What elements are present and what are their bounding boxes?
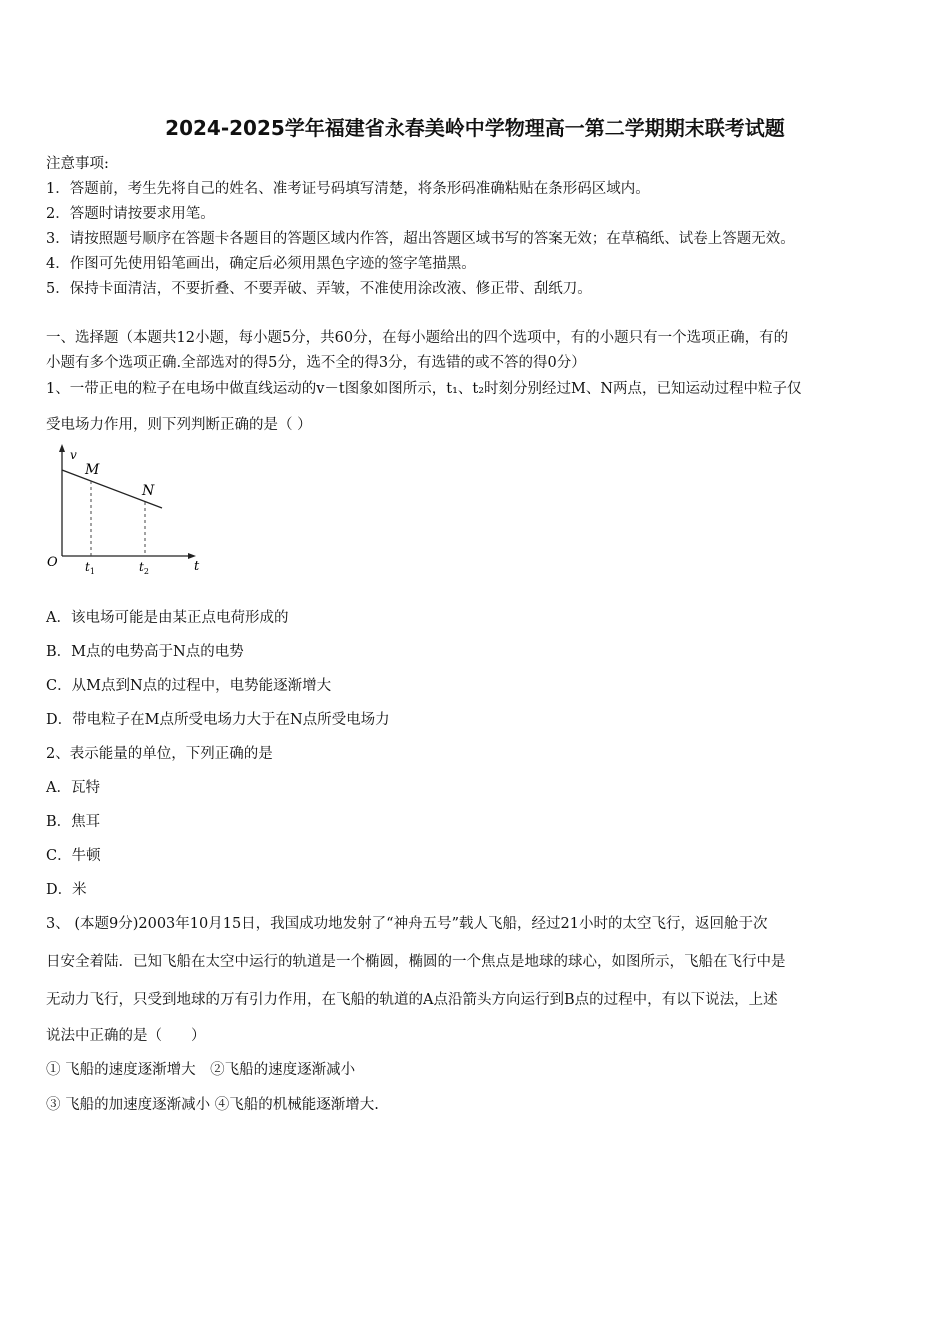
t2-label: $t_2$	[139, 560, 149, 576]
notice-item-4: 4．作图可先使用铅笔画出，确定后必须用黑色字迹的签字笔描黑。	[46, 256, 476, 272]
q3-statement-2: ③ 飞船的加速度逐渐减小 ④飞船的机械能逐渐增大.	[46, 1097, 379, 1113]
section1-intro-line2: 小题有多个选项正确.全部选对的得5分，选不全的得3分，有选错的或不答的得0分）	[46, 355, 586, 371]
q2-option-d: D．米	[46, 882, 87, 898]
t1-label: $t_1$	[85, 560, 95, 576]
q3-stem-line2: 日安全着陆．已知飞船在太空中运行的轨道是一个椭圆，椭圆的一个焦点是地球的球心，如图所示，飞船在飞行中是	[46, 954, 786, 970]
t-label: t	[194, 559, 200, 574]
q1-option-b: B．M点的电势高于N点的电势	[46, 644, 244, 660]
notice-heading: 注意事项:	[46, 156, 109, 172]
page-title: 2024-2025学年福建省永春美岭中学物理高一第二学期期末联考试题	[165, 116, 785, 140]
notice-item-2: 2．答题时请按要求用笔。	[46, 206, 215, 222]
q3-statement-1: ① 飞船的速度逐渐增大 ②飞船的速度逐渐减小	[46, 1062, 356, 1078]
section1-intro-line1: 一、选择题（本题共12小题，每小题5分，共60分，在每小题给出的四个选项中，有的小题只有一个选项正确，有的	[46, 330, 789, 346]
q2-option-a: A．瓦特	[46, 780, 100, 796]
q2-option-c: C．牛顿	[46, 848, 101, 864]
q2-stem: 2、表示能量的单位，下列正确的是	[46, 746, 273, 762]
notice-item-1: 1．答题前，考生先将自己的姓名、准考证号码填写清楚，将条形码准确粘贴在条形码区域内。	[46, 181, 650, 197]
origin-label: O	[47, 555, 58, 570]
n-label: N	[142, 483, 155, 499]
notice-item-5: 5．保持卡面清洁，不要折叠、不要弄破、弄皱，不准使用涂改液、修正带、刮纸刀。	[46, 281, 592, 297]
q1-option-d: D．带电粒子在M点所受电场力大于在N点所受电场力	[46, 712, 390, 728]
q3-stem-line1: 3、 (本题9分)2003年10月15日，我国成功地发射了“神舟五号”载人飞船，经过21小时的太空飞行，返回舱于次	[46, 916, 768, 932]
q1-option-c: C．从M点到N点的过程中，电势能逐渐增大	[46, 678, 332, 694]
q1-stem-line1: 1、一带正电的粒子在电场中做直线运动的v－t图象如图所示，t₁、t₂时刻分别经过M、N两点，已知运动过程中粒子仅	[46, 381, 802, 397]
q1-stem-line2: 受电场力作用，则下列判断正确的是（ ）	[46, 417, 312, 433]
v-label: v	[70, 448, 77, 462]
q1-option-a: A．该电场可能是由某正点电荷形成的	[46, 610, 289, 626]
m-label: M	[85, 462, 100, 478]
q2-option-b: B．焦耳	[46, 814, 101, 830]
notice-item-3: 3．请按照题号顺序在答题卡各题目的答题区域内作答，超出答题区域书写的答案无效；在草稿纸、试卷上答题无效。	[46, 231, 795, 247]
q3-stem-line3: 无动力飞行，只受到地球的万有引力作用，在飞船的轨道的A点沿箭头方向运行到B点的过程中，有以下说法，上述	[46, 992, 778, 1008]
q3-stem-line4: 说法中正确的是（ ）	[46, 1028, 206, 1044]
vt-graph	[40, 440, 210, 580]
v-axis-arrow	[59, 444, 65, 452]
